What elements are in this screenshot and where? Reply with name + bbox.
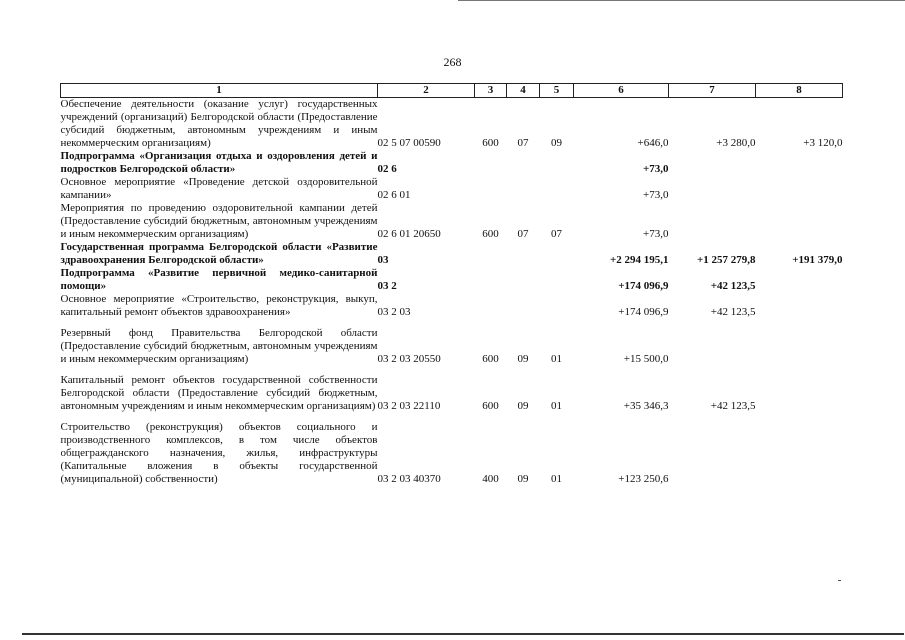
- col-header-6: 6: [574, 84, 669, 98]
- row-description: Мероприятия по проведению оздоровительной кампании детей (Предоставление субсидий бюджетным, автономным учреждениям и иным некоммерческим организациям): [60, 202, 378, 240]
- row-code: 03 2 03 20550: [377, 353, 441, 365]
- row-amount-8: [756, 267, 843, 293]
- row-vr: [475, 267, 507, 293]
- row-rz: 09: [517, 473, 529, 485]
- row-vr: 400: [482, 473, 499, 485]
- row-vr: [475, 176, 507, 202]
- row-rz: [507, 150, 540, 176]
- row-amount-6: +174 096,9: [618, 280, 669, 292]
- row-amount-7: +3 280,0: [716, 137, 756, 149]
- row-amount-8: [756, 293, 843, 319]
- budget-table: [60, 83, 843, 486]
- row-description: Основное мероприятие «Проведение детской оздоровительной кампании»: [60, 176, 378, 201]
- row-rz: 09: [517, 353, 529, 365]
- row-code: 03 2 03: [377, 306, 411, 318]
- row-vr: 600: [482, 228, 499, 240]
- row-amount-8: [756, 202, 843, 241]
- row-code: 03 2: [377, 280, 397, 292]
- table-body: [61, 98, 843, 487]
- row-amount-8: [756, 319, 843, 366]
- row-description: Строительство (реконструкция) объектов социального и производственного комплексов, в том числе объектов общегражданского назначения, жилья, инфраструктуры (Капитальные вложения в объекты государственной (муниципальной) собственности): [60, 421, 378, 485]
- table-row: [61, 241, 843, 267]
- col-header-3: 3: [475, 84, 507, 98]
- row-amount-7: [669, 202, 756, 241]
- row-code: 02 6 01: [377, 189, 411, 201]
- row-vr: 600: [482, 137, 499, 149]
- row-pr: 01: [551, 353, 562, 365]
- row-amount-6: +2 294 195,1: [609, 254, 669, 266]
- row-description: Резервный фонд Правительства Белгородской области (Предоставление субсидий бюджетным, автономным учреждениям и иным некоммерческим организациям): [60, 327, 378, 365]
- col-header-4: 4: [507, 84, 540, 98]
- row-pr: [540, 267, 574, 293]
- table-row: [61, 413, 843, 486]
- row-code: 02 5 07 00590: [377, 137, 441, 149]
- row-amount-7: [669, 319, 756, 366]
- row-rz: [507, 241, 540, 267]
- row-code: 03 2 03 40370: [377, 473, 441, 485]
- row-rz: [507, 293, 540, 319]
- row-description: Обеспечение деятельности (оказание услуг) государственных учреждений (организаций) Белгородской области (Предоставление субсидий бюджетным, автономным учреждениям и иным некоммерческим организациям): [60, 98, 378, 149]
- col-header-7: 7: [669, 84, 756, 98]
- page-number: 268: [443, 55, 462, 69]
- row-pr: 01: [551, 400, 562, 412]
- row-description: Подпрограмма «Развитие первичной медико-санитарной помощи»: [60, 267, 378, 292]
- row-vr: 600: [482, 400, 499, 412]
- col-header-2: 2: [378, 84, 475, 98]
- row-rz: [507, 267, 540, 293]
- stray-dot: [838, 580, 841, 581]
- row-vr: 600: [482, 353, 499, 365]
- row-pr: [540, 176, 574, 202]
- row-vr: [475, 293, 507, 319]
- row-amount-6: +123 250,6: [618, 473, 669, 485]
- row-pr: 01: [551, 473, 562, 485]
- row-amount-7: [669, 413, 756, 486]
- col-header-1: 1: [61, 84, 378, 98]
- row-amount-8: [756, 150, 843, 176]
- bottom-rule: [22, 633, 904, 635]
- row-amount-8: +3 120,0: [803, 137, 843, 149]
- row-amount-7: [669, 176, 756, 202]
- row-rz: 09: [517, 400, 529, 412]
- row-pr: [540, 150, 574, 176]
- row-amount-8: +191 379,0: [792, 254, 843, 266]
- row-amount-6: +35 346,3: [623, 400, 669, 412]
- row-amount-6: +15 500,0: [623, 353, 669, 365]
- row-description: Капитальный ремонт объектов государственной собственности Белгородской области (Предоставление субсидий бюджетным, автономным учреждениям и иным некоммерческим организациям): [60, 374, 378, 412]
- row-pr: [540, 241, 574, 267]
- row-description: Государственная программа Белгородской области «Развитие здравоохранения Белгородской области»: [60, 241, 378, 266]
- table-row: [61, 366, 843, 413]
- row-description: Основное мероприятие «Строительство, реконструкция, выкуп, капитальный ремонт объектов здравоохранения»: [60, 293, 378, 318]
- table-row: [61, 150, 843, 176]
- row-pr: [540, 293, 574, 319]
- row-vr: [475, 150, 507, 176]
- row-rz: 07: [517, 137, 529, 149]
- table-row: [61, 267, 843, 293]
- col-header-8: 8: [756, 84, 843, 98]
- row-amount-6: +73,0: [643, 189, 669, 201]
- row-pr: 07: [551, 228, 562, 240]
- row-amount-7: +42 123,5: [710, 306, 756, 318]
- row-code: 03: [377, 254, 389, 266]
- row-amount-6: +174 096,9: [618, 306, 669, 318]
- row-vr: [475, 241, 507, 267]
- header-row: [61, 84, 843, 98]
- row-amount-7: +1 257 279,8: [696, 254, 756, 266]
- table-row: [61, 319, 843, 366]
- row-code: 03 2 03 22110: [377, 400, 441, 412]
- row-amount-8: [756, 413, 843, 486]
- row-rz: 07: [517, 228, 529, 240]
- table-row: [61, 202, 843, 241]
- row-rz: [507, 176, 540, 202]
- col-header-5: 5: [540, 84, 574, 98]
- row-amount-7: +42 123,5: [710, 400, 756, 412]
- row-amount-6: +646,0: [637, 137, 669, 149]
- row-amount-8: [756, 366, 843, 413]
- row-amount-8: [756, 176, 843, 202]
- row-description: Подпрограмма «Организация отдыха и оздоровления детей и подростков Белгородской области»: [60, 150, 378, 175]
- row-amount-7: [669, 150, 756, 176]
- row-pr: 09: [551, 137, 562, 149]
- row-amount-6: +73,0: [642, 163, 669, 175]
- row-code: 02 6 01 20650: [377, 228, 441, 240]
- table-row: [61, 176, 843, 202]
- row-amount-7: +42 123,5: [710, 280, 756, 292]
- table-row: [61, 98, 843, 151]
- top-rule: [458, 0, 905, 1]
- row-amount-6: +73,0: [643, 228, 669, 240]
- table-row: [61, 293, 843, 319]
- row-code: 02 6: [377, 163, 397, 175]
